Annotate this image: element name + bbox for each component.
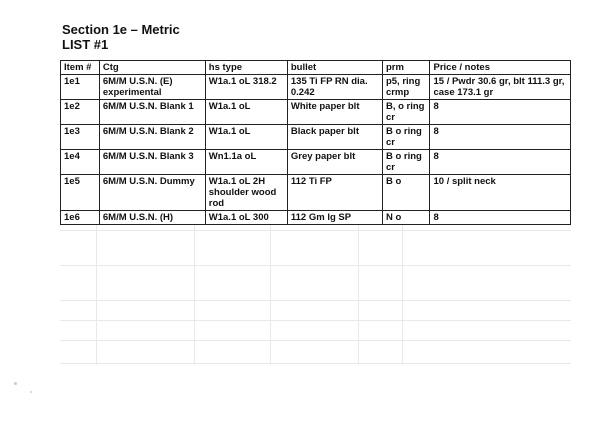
scan-speck (14, 382, 17, 385)
table-row (61, 125, 571, 150)
cell-ctg: 6M/M U.S.N. Blank 2 (99, 125, 205, 150)
table-row (61, 150, 571, 175)
cell-item: 1e3 (61, 125, 100, 150)
cell-price-notes: 10 / split neck (430, 175, 571, 211)
cell-ctg: 6M/M U.S.N. (E) experimental (99, 75, 205, 100)
cell-prm: B o ring cr (382, 125, 430, 150)
cell-ctg: 6M/M U.S.N. Blank 3 (99, 150, 205, 175)
cell-bullet: 135 Ti FP RN dia. 0.242 (287, 75, 382, 100)
cell-hs-type: W1a.1 oL 318.2 (205, 75, 287, 100)
section-title: Section 1e – Metric (62, 22, 180, 37)
table-row (61, 100, 571, 125)
cell-price-notes: 15 / Pwdr 30.6 gr, blt 111.3 gr, case 173.1 gr (430, 75, 571, 100)
cell-ctg: 6M/M U.S.N. Blank 1 (99, 100, 205, 125)
cell-item: 1e2 (61, 100, 100, 125)
header-price-notes: Price / notes (430, 61, 571, 75)
cell-price-notes: 8 (430, 125, 571, 150)
cell-ctg: 6M/M U.S.N. Dummy (99, 175, 205, 211)
cell-prm: B o ring cr (382, 150, 430, 175)
header-prm: prm (382, 61, 430, 75)
cell-hs-type: W1a.1 oL (205, 125, 287, 150)
cell-bullet: Grey paper blt (287, 150, 382, 175)
cell-price-notes: 8 (430, 211, 571, 225)
cell-hs-type: W1a.1 oL (205, 100, 287, 125)
cell-item: 1e1 (61, 75, 100, 100)
cell-prm: B o (382, 175, 430, 211)
cell-prm: B, o ring cr (382, 100, 430, 125)
cell-hs-type: W1a.1 oL 2H shoulder wood rod (205, 175, 287, 211)
table-row (61, 211, 571, 225)
cell-item: 1e6 (61, 211, 100, 225)
table-header-row (61, 61, 571, 75)
table-row (61, 175, 571, 211)
cell-prm: p5, ring crmp (382, 75, 430, 100)
cell-hs-type: Wn1.1a oL (205, 150, 287, 175)
cell-bullet: White paper blt (287, 100, 382, 125)
header-bullet: bullet (287, 61, 382, 75)
section-heading (62, 22, 180, 52)
header-hs-type: hs type (205, 61, 287, 75)
table-row (61, 75, 571, 100)
cell-item: 1e4 (61, 150, 100, 175)
bleed-through-artifact (60, 225, 571, 375)
cell-ctg: 6M/M U.S.N. (H) (99, 211, 205, 225)
cell-item: 1e5 (61, 175, 100, 211)
cartridge-list-table (60, 60, 571, 225)
cell-bullet: Black paper blt (287, 125, 382, 150)
header-ctg: Ctg (99, 61, 205, 75)
scan-speck (30, 391, 32, 393)
list-title: LIST #1 (62, 37, 109, 52)
cell-bullet: 112 Ti FP (287, 175, 382, 211)
cell-price-notes: 8 (430, 100, 571, 125)
header-item: Item # (61, 61, 100, 75)
cell-hs-type: W1a.1 oL 300 (205, 211, 287, 225)
cell-bullet: 112 Gm lg SP (287, 211, 382, 225)
cell-price-notes: 8 (430, 150, 571, 175)
cell-prm: N o (382, 211, 430, 225)
